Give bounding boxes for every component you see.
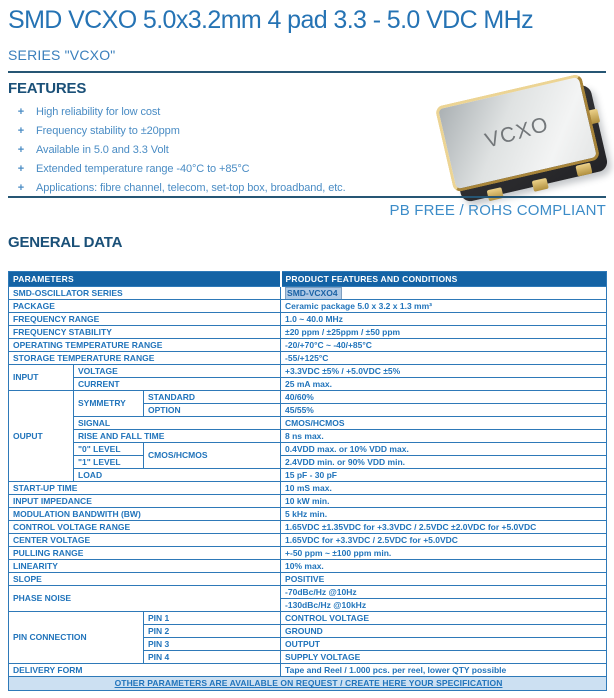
pin1-label: PIN 1 — [144, 612, 281, 625]
feature-item — [8, 102, 408, 121]
feature-text: Available in 5.0 and 3.3 Volt — [36, 143, 169, 156]
delivery-form-value: Tape and Reel / 1.000 pcs. per reel, lower QTY possible — [281, 664, 607, 677]
product-photo — [434, 82, 612, 196]
general-data-heading: GENERAL DATA — [8, 234, 123, 251]
feature-item — [8, 121, 408, 140]
features-heading: FEATURES — [8, 80, 87, 97]
level0-value: 0.4VDD max. or 10% VDD max. — [281, 443, 607, 456]
operating-temperature-value: -20/+70°C ~ -40/+85°C — [281, 339, 607, 352]
chip-marking: VCXO — [482, 112, 553, 153]
frequency-range-value: 1.0 ~ 40.0 MHz — [281, 313, 607, 326]
table-row — [9, 417, 607, 430]
table-row — [9, 534, 607, 547]
input-group-label: INPUT — [9, 365, 74, 391]
input-impedance-label: INPUT IMPEDANCE — [9, 495, 281, 508]
table-row — [9, 560, 607, 573]
modulation-bandwidth-value: 5 kHz min. — [281, 508, 607, 521]
table-footer-row — [9, 677, 607, 691]
table-row — [9, 326, 607, 339]
symmetry-standard-label: STANDARD — [144, 391, 281, 404]
frequency-range-label: FREQUENCY RANGE — [9, 313, 281, 326]
slope-label: SLOPE — [9, 573, 281, 586]
linearity-value: 10% max. — [281, 560, 607, 573]
table-row — [9, 456, 607, 469]
pin-connection-group-label: PIN CONNECTION — [9, 612, 144, 664]
slope-value: POSITIVE — [281, 573, 607, 586]
footer-cell — [9, 677, 607, 691]
frequency-stability-value: ±20 ppm / ±25ppm / ±50 ppm — [281, 326, 607, 339]
input-voltage-value: +3.3VDC ±5% / +5.0VDC ±5% — [281, 365, 607, 378]
input-current-value: 25 mA max. — [281, 378, 607, 391]
table-row — [9, 612, 607, 625]
feature-item — [8, 178, 408, 197]
feature-text: Applications: fibre channel, telecom, set-top box, broadband, etc. — [36, 181, 346, 194]
symmetry-standard-value: 40/60% — [281, 391, 607, 404]
table-header-row — [9, 272, 607, 287]
storage-temperature-value: -55/+125°C — [281, 352, 607, 365]
table-row — [9, 287, 607, 300]
table-row — [9, 573, 607, 586]
table-row — [9, 391, 607, 404]
feature-item — [8, 140, 408, 159]
table-row — [9, 313, 607, 326]
signal-label: SIGNAL — [74, 417, 281, 430]
table-row — [9, 430, 607, 443]
pin3-label: PIN 3 — [144, 638, 281, 651]
table-row — [9, 495, 607, 508]
series-label: SMD-OSCILLATOR SERIES — [9, 287, 281, 300]
signal-value: CMOS/HCMOS — [281, 417, 607, 430]
delivery-form-label: DELIVERY FORM — [9, 664, 281, 677]
table-row — [9, 378, 607, 391]
pin4-value: SUPPLY VOLTAGE — [281, 651, 607, 664]
level0-label: "0" LEVEL — [74, 443, 144, 456]
plus-bullet-icon: + — [17, 143, 25, 156]
table-row — [9, 352, 607, 365]
chip-solder-pad — [532, 178, 549, 192]
pulling-range-label: PULLING RANGE — [9, 547, 281, 560]
table-row — [9, 664, 607, 677]
level1-value: 2.4VDD min. or 90% VDD min. — [281, 456, 607, 469]
input-impedance-value: 10 kW min. — [281, 495, 607, 508]
table-row — [9, 547, 607, 560]
series-subtitle: SERIES "VCXO" — [8, 47, 116, 63]
package-label: PACKAGE — [9, 300, 281, 313]
table-row — [9, 339, 607, 352]
operating-temperature-label: OPERATING TEMPERATURE RANGE — [9, 339, 281, 352]
output-group-label: OUPUT — [9, 391, 74, 482]
feature-text: High reliability for low cost — [36, 105, 161, 118]
feature-text: Frequency stability to ±20ppm — [36, 124, 180, 137]
table-row — [9, 521, 607, 534]
modulation-bandwidth-label: MODULATION BANDWITH (BW) — [9, 508, 281, 521]
center-voltage-label: CENTER VOLTAGE — [9, 534, 281, 547]
divider-top — [8, 71, 606, 73]
input-voltage-label: VOLTAGE — [74, 365, 281, 378]
column-header-conditions: PRODUCT FEATURES AND CONDITIONS — [281, 272, 607, 287]
feature-item — [8, 159, 408, 178]
startup-time-label: START-UP TIME — [9, 482, 281, 495]
startup-time-value: 10 mS max. — [281, 482, 607, 495]
control-voltage-range-label: CONTROL VOLTAGE RANGE — [9, 521, 281, 534]
plus-bullet-icon: + — [17, 181, 25, 194]
table-row — [9, 482, 607, 495]
linearity-label: LINEARITY — [9, 560, 281, 573]
table-row — [9, 469, 607, 482]
pin1-value: CONTROL VOLTAGE — [281, 612, 607, 625]
table-row — [9, 443, 607, 456]
pin3-value: OUTPUT — [281, 638, 607, 651]
column-header-parameters: PARAMETERS — [9, 272, 281, 287]
feature-text: Extended temperature range -40°C to +85°C — [36, 162, 250, 175]
input-current-label: CURRENT — [74, 378, 281, 391]
phase-noise-10khz-value: -130dBc/Hz @10kHz — [281, 599, 607, 612]
frequency-stability-label: FREQUENCY STABILITY — [9, 326, 281, 339]
center-voltage-value: 1.65VDC for +3.3VDC / 2.5VDC for +5.0VDC — [281, 534, 607, 547]
symmetry-option-value: 45/55% — [281, 404, 607, 417]
chip-solder-pad — [487, 187, 504, 201]
pin4-label: PIN 4 — [144, 651, 281, 664]
package-value: Ceramic package 5.0 x 3.2 x 1.3 mm³ — [281, 300, 607, 313]
chip-solder-pad — [575, 163, 592, 177]
load-label: LOAD — [74, 469, 281, 482]
pulling-range-value: +-50 ppm ~ ±100 ppm min. — [281, 547, 607, 560]
features-list — [8, 102, 408, 197]
table-row — [9, 365, 607, 378]
general-data-table — [8, 271, 607, 691]
phase-noise-10hz-value: -70dBc/Hz @10Hz — [281, 586, 607, 599]
phase-noise-label: PHASE NOISE — [9, 586, 281, 612]
series-value-cell — [281, 287, 607, 300]
load-value: 15 pF - 30 pF — [281, 469, 607, 482]
symmetry-option-label: OPTION — [144, 404, 281, 417]
table-row — [9, 508, 607, 521]
table-row — [9, 300, 607, 313]
pin2-value: GROUND — [281, 625, 607, 638]
pin2-label: PIN 2 — [144, 625, 281, 638]
storage-temperature-label: STORAGE TEMPERATURE RANGE — [9, 352, 281, 365]
page-title: SMD VCXO 5.0x3.2mm 4 pad 3.3 - 5.0 VDC MHz — [8, 6, 533, 34]
series-value-selected[interactable]: SMD-VCXO4 — [285, 287, 342, 300]
control-voltage-range-value: 1.65VDC ±1.35VDC for +3.3VDC / 2.5VDC ±2.0VDC for +5.0VDC — [281, 521, 607, 534]
plus-bullet-icon: + — [17, 124, 25, 137]
symmetry-label: SYMMETRY — [74, 391, 144, 417]
cmos-hcmos-label: CMOS/HCMOS — [144, 443, 281, 469]
rise-fall-value: 8 ns max. — [281, 430, 607, 443]
rise-fall-label: RISE AND FALL TIME — [74, 430, 281, 443]
divider-middle — [8, 196, 606, 198]
create-specification-link[interactable]: OTHER PARAMETERS ARE AVAILABLE ON REQUEST / CREATE HERE YOUR SPECIFICATION — [114, 678, 503, 689]
table-row — [9, 586, 607, 599]
plus-bullet-icon: + — [17, 105, 25, 118]
level1-label: "1" LEVEL — [74, 456, 144, 469]
plus-bullet-icon: + — [17, 162, 25, 175]
compliance-note: PB FREE / ROHS COMPLIANT — [389, 202, 606, 219]
